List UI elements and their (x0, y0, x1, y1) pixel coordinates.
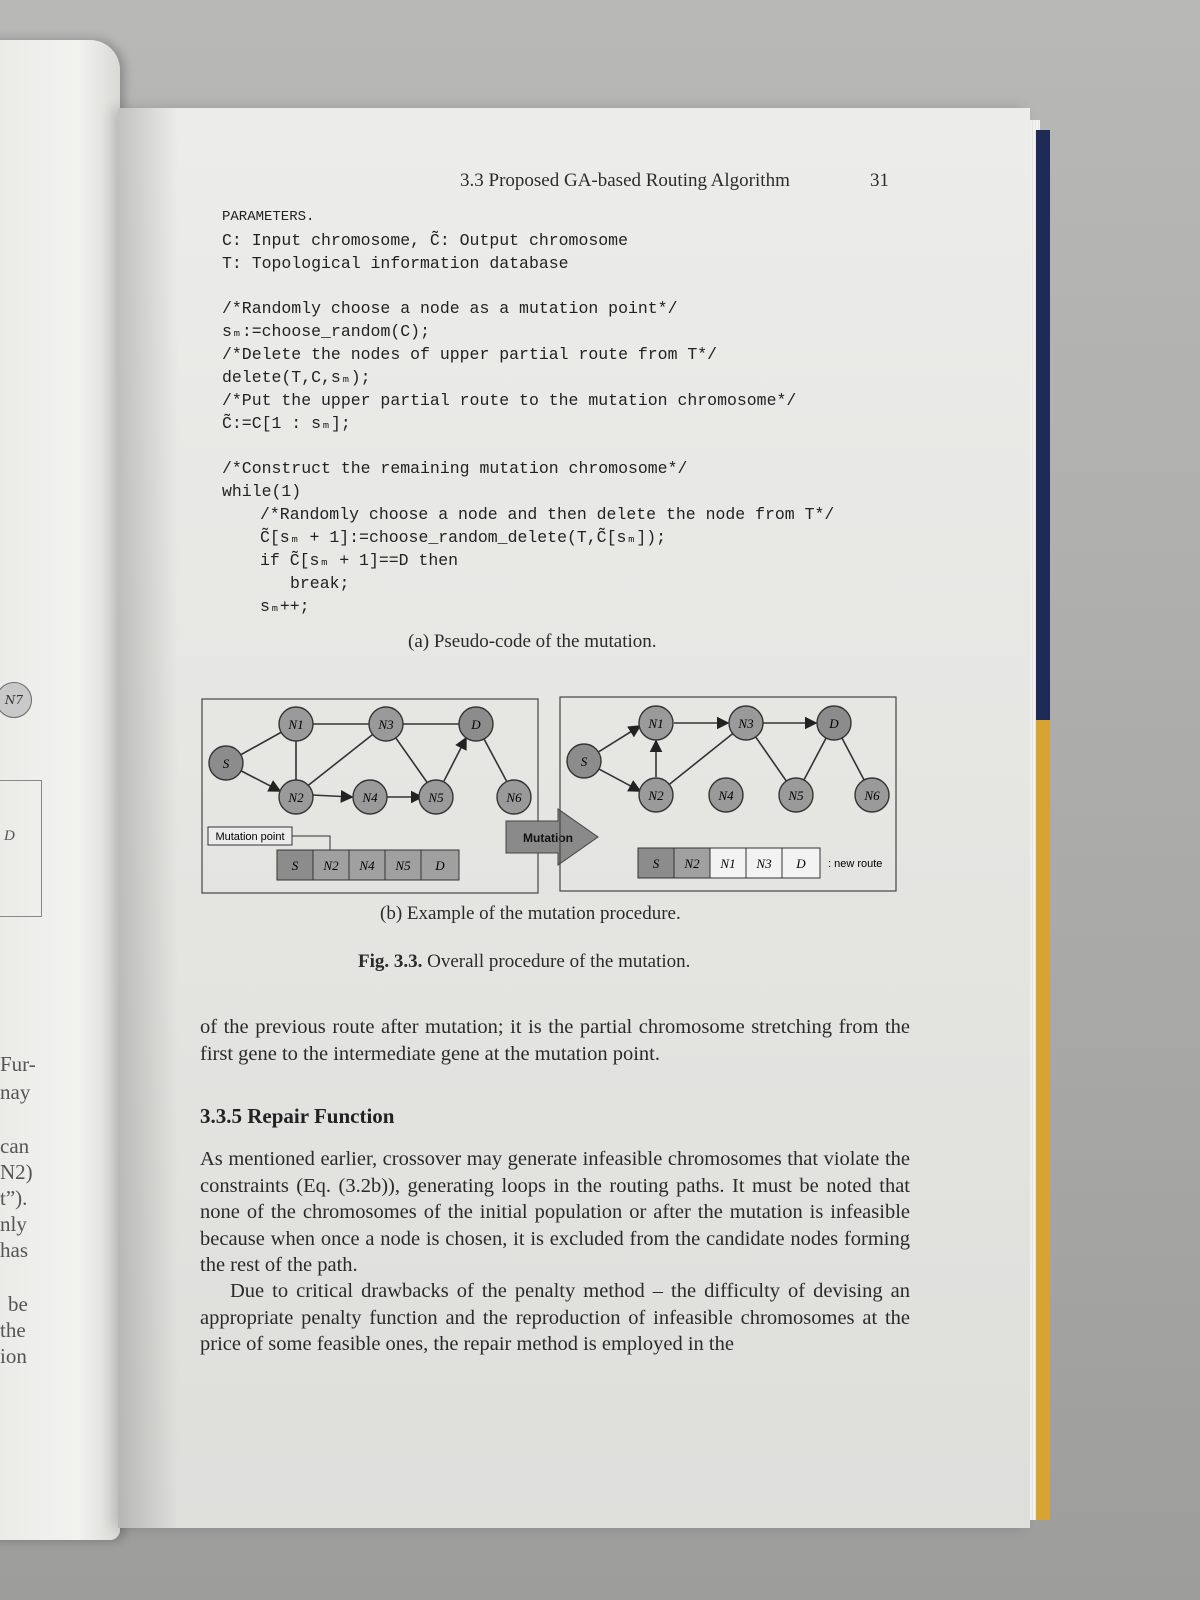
left-page-fragment: nly (0, 1212, 27, 1236)
code-line: sₘ:=choose_random(C); (222, 322, 430, 341)
node-n2 (279, 780, 313, 814)
figure-caption (358, 951, 690, 973)
node-n6-after (855, 778, 889, 812)
svg-text:Mutation point: Mutation point (215, 831, 285, 843)
svg-text:N4: N4 (362, 790, 378, 805)
code-line: /*Delete the nodes of upper partial route from T*/ (222, 345, 718, 364)
left-page-fragment: t”). (0, 1186, 28, 1210)
svg-text:N5: N5 (395, 858, 411, 873)
left-page-fragment: nay (0, 1080, 31, 1104)
svg-text:Mutation: Mutation (523, 831, 573, 845)
paragraph-2: Due to critical drawbacks of the penalty method – the difficulty of devising an appropriate penalty function and the reproduction of infeasible chromosomes at the price of some feasible ones, the repair method is employed in the (200, 1280, 910, 1355)
paragraph-1: As mentioned earlier, crossover may generate infeasible chromosomes that violate the constraints (Eq. (3.2b)), generating loops in the routing paths. It must be noted that none of the chromosomes of the initial population or after the mutation is infeasible because when once a node is chosen, it is excluded from the candidate nodes forming the rest of the path. (200, 1148, 910, 1276)
left-page-fragment: D (4, 828, 15, 844)
code-line: C̃:=C[1 : sₘ]; (222, 414, 351, 433)
cover-edge-blue (1036, 130, 1050, 720)
node-d (459, 707, 493, 741)
node-n2-after (639, 778, 673, 812)
left-page-fragment: Fur- (0, 1052, 36, 1076)
svg-text:N4: N4 (718, 788, 734, 803)
svg-text:N3: N3 (756, 856, 772, 871)
cover-edge-gold (1036, 720, 1050, 1520)
node-n6 (497, 780, 531, 814)
node-n4-after (709, 778, 743, 812)
svg-text:N4: N4 (359, 858, 375, 873)
code-line: /*Construct the remaining mutation chromosome*/ (222, 459, 688, 478)
node-n4 (353, 780, 387, 814)
svg-text:N1: N1 (288, 717, 304, 732)
code-line: break; (290, 574, 350, 593)
section-heading: 3.3.5 Repair Function (200, 1104, 395, 1128)
node-n1 (279, 707, 313, 741)
code-line: C: Input chromosome, C̃: Output chromosome (222, 231, 628, 250)
svg-text:S: S (222, 756, 230, 771)
code-line: /*Randomly choose a node and then delete the node from T*/ (260, 505, 835, 524)
mutation-diagram (200, 693, 900, 903)
before-chromosome (277, 850, 459, 880)
left-facing-page (0, 40, 120, 1540)
figure-caption-text: Overall procedure of the mutation. (427, 951, 691, 972)
running-head: 3.3 Proposed GA-based Routing Algorithm (460, 170, 790, 191)
left-page-fragment: can (0, 1134, 30, 1158)
node-n1-after (639, 706, 673, 740)
svg-text:N6: N6 (864, 788, 880, 803)
left-page-fragment: N2) (0, 1160, 33, 1184)
mutation-arrow (506, 809, 598, 865)
node-n5-after (779, 778, 813, 812)
svg-text:N2: N2 (684, 856, 700, 871)
node-n5 (419, 780, 453, 814)
svg-text:N5: N5 (788, 788, 804, 803)
code-line: C̃[sₘ + 1]:=choose_random_delete(T,C̃[sₘ]); (260, 528, 667, 547)
svg-text:D: D (796, 856, 806, 871)
page-number: 31 (870, 170, 889, 191)
svg-text:D: D (471, 717, 481, 732)
node-n3-after (729, 706, 763, 740)
code-line: delete(T,C,sₘ); (222, 368, 371, 387)
svg-text:S: S (652, 856, 660, 871)
new-route-label: : new route (828, 858, 883, 870)
svg-text:D: D (435, 858, 445, 873)
left-page-figure-box (0, 780, 42, 917)
svg-text:N2: N2 (648, 788, 664, 803)
left-page-fragment: has (0, 1238, 28, 1262)
svg-text:N6: N6 (506, 790, 522, 805)
svg-text:D: D (829, 716, 839, 731)
continued-paragraph: of the previous route after mutation; it is the partial chromosome stretching from the first gene to the intermediate gene at the mutation point. (200, 1016, 910, 1065)
caption-a: (a) Pseudo-code of the mutation. (408, 631, 657, 652)
svg-text:N5: N5 (428, 790, 444, 805)
code-line: if C̃[sₘ + 1]==D then (260, 551, 459, 570)
code-line: sₘ++; (260, 597, 310, 616)
left-page-fragment: be (8, 1292, 28, 1316)
svg-text:N1: N1 (648, 716, 664, 731)
pseudo-code-block (222, 206, 834, 618)
svg-text:N3: N3 (378, 717, 394, 732)
node-s-after (567, 744, 601, 778)
node-d-after (817, 706, 851, 740)
left-page-fragment: the (0, 1318, 26, 1342)
left-page-node: N7 (0, 682, 32, 718)
svg-text:N2: N2 (323, 858, 339, 873)
svg-text:N2: N2 (288, 790, 304, 805)
figure-caption-label: Fig. 3.3. (358, 951, 423, 972)
node-n3 (369, 707, 403, 741)
code-line: while(1) (222, 482, 302, 501)
code-line: PARAMETERS. (222, 209, 315, 225)
gutter-shadow (118, 108, 178, 1528)
svg-text:S: S (291, 858, 299, 873)
code-line: /*Randomly choose a node as a mutation point*/ (222, 299, 678, 318)
code-line: T: Topological information database (222, 254, 569, 273)
svg-text:N1: N1 (720, 856, 736, 871)
node-s (209, 746, 243, 780)
book-page (118, 108, 1030, 1528)
caption-b: (b) Example of the mutation procedure. (380, 903, 681, 924)
left-page-fragment: ion (0, 1344, 27, 1368)
svg-text:S: S (580, 754, 588, 769)
code-line: /*Put the upper partial route to the mutation chromosome*/ (222, 391, 797, 410)
after-chromosome (638, 848, 820, 878)
svg-text:N3: N3 (738, 716, 754, 731)
